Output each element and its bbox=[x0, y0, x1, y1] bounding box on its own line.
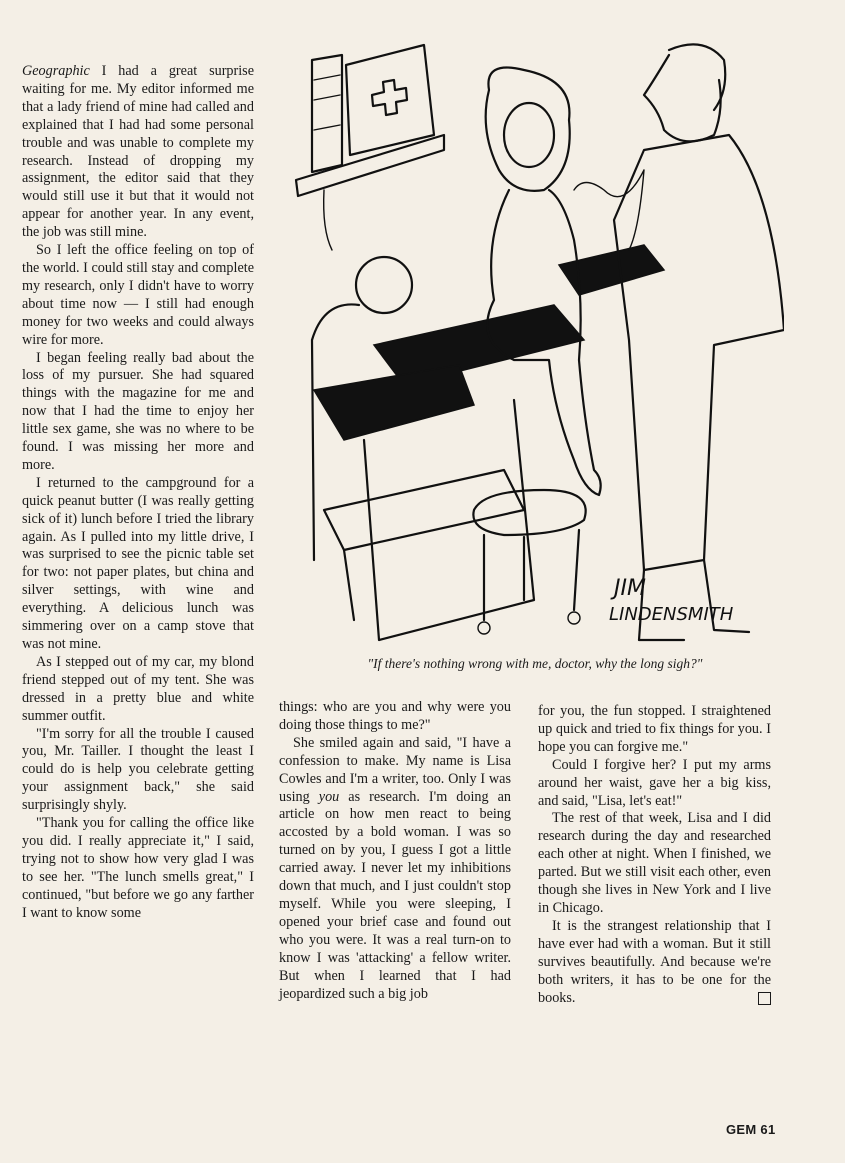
article-column-middle bbox=[279, 699, 511, 1003]
stethoscope bbox=[574, 170, 644, 250]
paragraph bbox=[22, 63, 254, 242]
paragraph: "Thank you for calling the office like you did. I really appreciate it," I said, trying not to show how very glad I was to see her. "The lunch smells great," I continued, "but before we go any farther I want to know some bbox=[22, 815, 254, 921]
cartoonist-signature-first: JIM bbox=[614, 576, 646, 601]
paragraph bbox=[279, 735, 511, 1004]
wall-shelf bbox=[296, 135, 444, 196]
paragraph: So I left the office feeling on top of the world. I could still stay and complete my research, only I didn't have to worry about time now — I still had enough money for two weeks and could always wire for more. bbox=[22, 242, 254, 348]
cartoon-drawing bbox=[284, 40, 784, 652]
first-aid-cross-icon bbox=[372, 80, 407, 115]
patient-head bbox=[504, 103, 554, 167]
article-column-left bbox=[22, 63, 254, 923]
paragraph-text: It is the strangest relationship that I have ever had with a woman. But it still survives beautifully. And because we're both writers, it has to be one for the books. bbox=[538, 917, 771, 1006]
end-of-article-square-icon bbox=[758, 992, 771, 1005]
exam-table-cushion-foot bbox=[314, 365, 474, 440]
shelf-bracket bbox=[324, 190, 332, 250]
paragraph-text: She smiled again and said, "I have a confession to make. My name is Lisa Cowles and I'm a writer, too. Only I was using bbox=[279, 734, 511, 805]
stool-seat bbox=[473, 490, 585, 535]
page-folio: GEM 61 bbox=[726, 1122, 776, 1137]
emphasis-text: you bbox=[318, 788, 340, 805]
paragraph: for you, the fun stopped. I straightened up quick and tried to fix things for you. I hope you can forgive me." bbox=[538, 703, 771, 755]
doctor-legs bbox=[639, 560, 749, 640]
paragraph: I began feeling really bad about the loss of my pursuer. She had squared things with the magazine for me and now that I had the time to enjoy her little sex game, she was no where to be found. I was missing her more and more. bbox=[22, 349, 254, 473]
paragraph-text: as research. I'm doing an article on how men react to being accosted by a bold woman. I was so turned on by you, I guess I got a little carried away. I never let my inhibitions down that much, and I just couldn't stop myself. While you were sleeping, I opened your brief case and found out who you were. It was a real turn-on to know I was 'attacking' a fellow writer. But when I learned that I had jeopardized such a big job bbox=[279, 788, 511, 1002]
paragraph: As I stepped out of my car, my blond friend stepped out of my tent. She was dressed in a pretty blue and white summer outfit. bbox=[22, 653, 254, 724]
cartoonist-signature-last: LINDENSMITH bbox=[609, 604, 734, 625]
paragraph: The rest of that week, Lisa and I did research during the day and researched each other at night. When I finished, we parted. But we still visit each other, even though she lives in New York and I live in Chicago. bbox=[538, 810, 771, 916]
doctor-hair bbox=[669, 44, 725, 110]
first-aid-box bbox=[346, 45, 434, 155]
paragraph: "I'm sorry for all the trouble I caused you, Mr. Tailler. I thought the least I could do is help you celebrate getting your assignment back," she said surprisingly shyly. bbox=[22, 725, 254, 814]
book-stack bbox=[312, 55, 342, 172]
article-column-right bbox=[538, 703, 771, 1007]
exam-table-cushion-main bbox=[374, 305, 584, 385]
exam-table-cushion-back bbox=[559, 245, 664, 295]
cartoon-illustration bbox=[284, 40, 784, 652]
paragraph bbox=[538, 918, 771, 1008]
paragraph: Could I forgive her? I put my arms around her waist, gave her a big kiss, and said, "Lisa, let's eat!" bbox=[538, 756, 771, 809]
doctor-coat bbox=[614, 135, 784, 570]
exam-table-base bbox=[364, 400, 534, 640]
doctor-face bbox=[644, 55, 721, 141]
paragraph: things: who are you and why were you doing those things to me?" bbox=[279, 699, 511, 733]
magazine-name: Geographic bbox=[22, 63, 90, 79]
paragraph-text: I had a great surprise waiting for me. My editor informed me that a lady friend of mine had called and explained that I had had some personal trouble and was unable to complete my research. Instead of dropping my assignment, the editor said that they would still use it but that it would not appear for another year. In any event, the job was still mine. bbox=[22, 63, 254, 241]
paragraph: I returned to the campground for a quick peanut butter (I was really getting sick of it) lunch before I tried the library again. As I pulled into my little drive, I was surprised to see the picnic table set for two: not paper plates, but china and silver settings, with wine and everything. A delicious lunch was simmering over on a camp stove that was not mine. bbox=[22, 474, 254, 652]
cartoon-caption: "If there's nothing wrong with me, doctor, why the long sigh?" bbox=[367, 656, 703, 671]
lamp-head bbox=[356, 257, 412, 313]
